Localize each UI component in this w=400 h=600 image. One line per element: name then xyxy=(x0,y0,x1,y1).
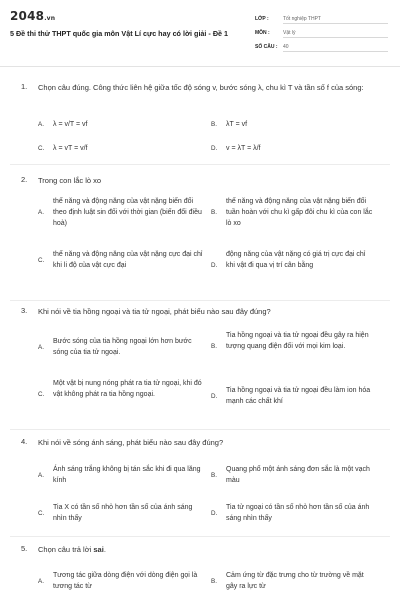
option-letter: A. xyxy=(38,344,44,351)
option-text: v = λT = λ/f xyxy=(226,145,261,152)
option-text: thế năng và động năng của vật nặng biến đổi tuần hoàn với chu kì gấp đôi chu kì của con lắc lò xo xyxy=(226,198,373,227)
question-text: Chọn câu đúng. Công thức liên hệ giữa tốc độ sóng v, bước sóng λ, chu kì T và tần số f của sóng: xyxy=(38,83,364,92)
option-letter: A. xyxy=(38,121,44,128)
option-letter: A. xyxy=(38,209,44,216)
question-divider xyxy=(10,429,390,430)
question-number: 1. xyxy=(21,82,28,91)
question-divider xyxy=(10,536,390,537)
question-text-emphasis: sai xyxy=(93,545,104,554)
meta-underline xyxy=(283,23,388,24)
meta-underline xyxy=(283,37,388,38)
option-text: λT = vf xyxy=(226,121,248,128)
meta-label: SỐ CÂU : xyxy=(255,44,278,50)
option-letter: A. xyxy=(38,472,44,479)
logo-text: 2048 xyxy=(10,9,45,23)
option-letter: B. xyxy=(211,472,217,479)
question-text-suffix: . xyxy=(103,545,106,554)
option-letter: C. xyxy=(38,145,45,152)
question-divider xyxy=(10,300,390,301)
option-text: λ = v/T = vf xyxy=(53,121,88,128)
question-number: 5. xyxy=(21,544,28,553)
option-letter: B. xyxy=(211,343,217,350)
option-text: Tia tử ngoại có tần số nhỏ hơn tần số của ánh sáng nhìn thấy xyxy=(226,504,370,522)
option-text: Tương tác giữa dòng điện với dòng điện gọi là tương tác từ xyxy=(53,572,198,590)
question-text: Trong con lắc lò xo xyxy=(38,176,102,185)
option-text: động năng của vật nặng có giá trị cực đại chỉ khi vật đi qua vị trí cân bằng xyxy=(226,251,366,269)
document-header xyxy=(0,0,400,67)
option-text: Cảm ứng từ đặc trưng cho từ trường về mặt gây ra lực từ xyxy=(226,572,364,590)
meta-value: Vật lý xyxy=(283,30,296,36)
logo-suffix: .vn xyxy=(44,15,56,22)
question-text: Khi nói về sóng ánh sáng, phát biểu nào sau đây đúng? xyxy=(38,438,224,447)
question-number: 4. xyxy=(21,437,28,446)
option-text: thế năng và động năng của vật nặng cực đại chỉ khi li độ của vật cực đại xyxy=(53,251,203,269)
option-text: Ánh sáng trắng không bị tán sắc khi đi qua lăng kính xyxy=(53,466,201,484)
meta-value: 40 xyxy=(283,44,289,50)
option-letter: D. xyxy=(211,145,218,152)
meta-label: LỚP : xyxy=(255,16,269,22)
option-text: λ = vT = v/f xyxy=(53,145,88,152)
option-letter: B. xyxy=(211,121,217,128)
option-text: Tia hồng ngoại và tia tử ngoại đều làm ion hóa mạnh các chất khí xyxy=(226,387,371,405)
option-letter: C. xyxy=(38,510,45,517)
option-text: thế năng và động năng của vật nặng biến đổi theo định luật sin đối với thời gian (biến đổi điều hoà) xyxy=(53,198,202,227)
option-letter: D. xyxy=(211,262,218,269)
question-number: 2. xyxy=(21,175,28,184)
question-number: 3. xyxy=(21,306,28,315)
question-text-prefix: Chọn câu trả lời xyxy=(38,545,94,554)
option-text: Tia X có tần số nhỏ hơn tần số của ánh sáng nhìn thấy xyxy=(53,504,193,522)
option-letter: C. xyxy=(38,391,45,398)
option-letter: A. xyxy=(38,578,44,585)
meta-underline xyxy=(283,51,388,52)
option-letter: B. xyxy=(211,578,217,585)
document-title: 5 Đề thi thử THPT quốc gia môn Vật Lí cực hay có lời giải - Đề 1 xyxy=(10,29,229,38)
question-divider xyxy=(10,164,390,165)
site-logo[interactable] xyxy=(10,9,55,23)
question-text xyxy=(38,544,383,555)
question-text: Khi nói về tia hồng ngoại và tia tử ngoại, phát biểu nào sau đây đúng? xyxy=(38,307,271,316)
option-letter: D. xyxy=(211,393,218,400)
option-text: Quang phổ một ánh sáng đơn sắc là một vạch màu xyxy=(226,466,370,484)
meta-label: MÔN : xyxy=(255,30,270,36)
meta-value: Tốt nghiệp THPT xyxy=(283,16,321,22)
option-text: Tia hồng ngoại và tia tử ngoại đều gây ra hiện tượng quang điện đối với mọi kim loại. xyxy=(226,332,369,350)
option-letter: D. xyxy=(211,510,218,517)
option-text: Một vật bị nung nóng phát ra tia tử ngoại, khi đó vật không phát ra tia hồng ngoại. xyxy=(53,380,202,398)
option-letter: B. xyxy=(211,209,217,216)
option-letter: C. xyxy=(38,257,45,264)
option-text: Bước sóng của tia hồng ngoại lớn hơn bước sóng của tia tử ngoại. xyxy=(53,338,192,356)
